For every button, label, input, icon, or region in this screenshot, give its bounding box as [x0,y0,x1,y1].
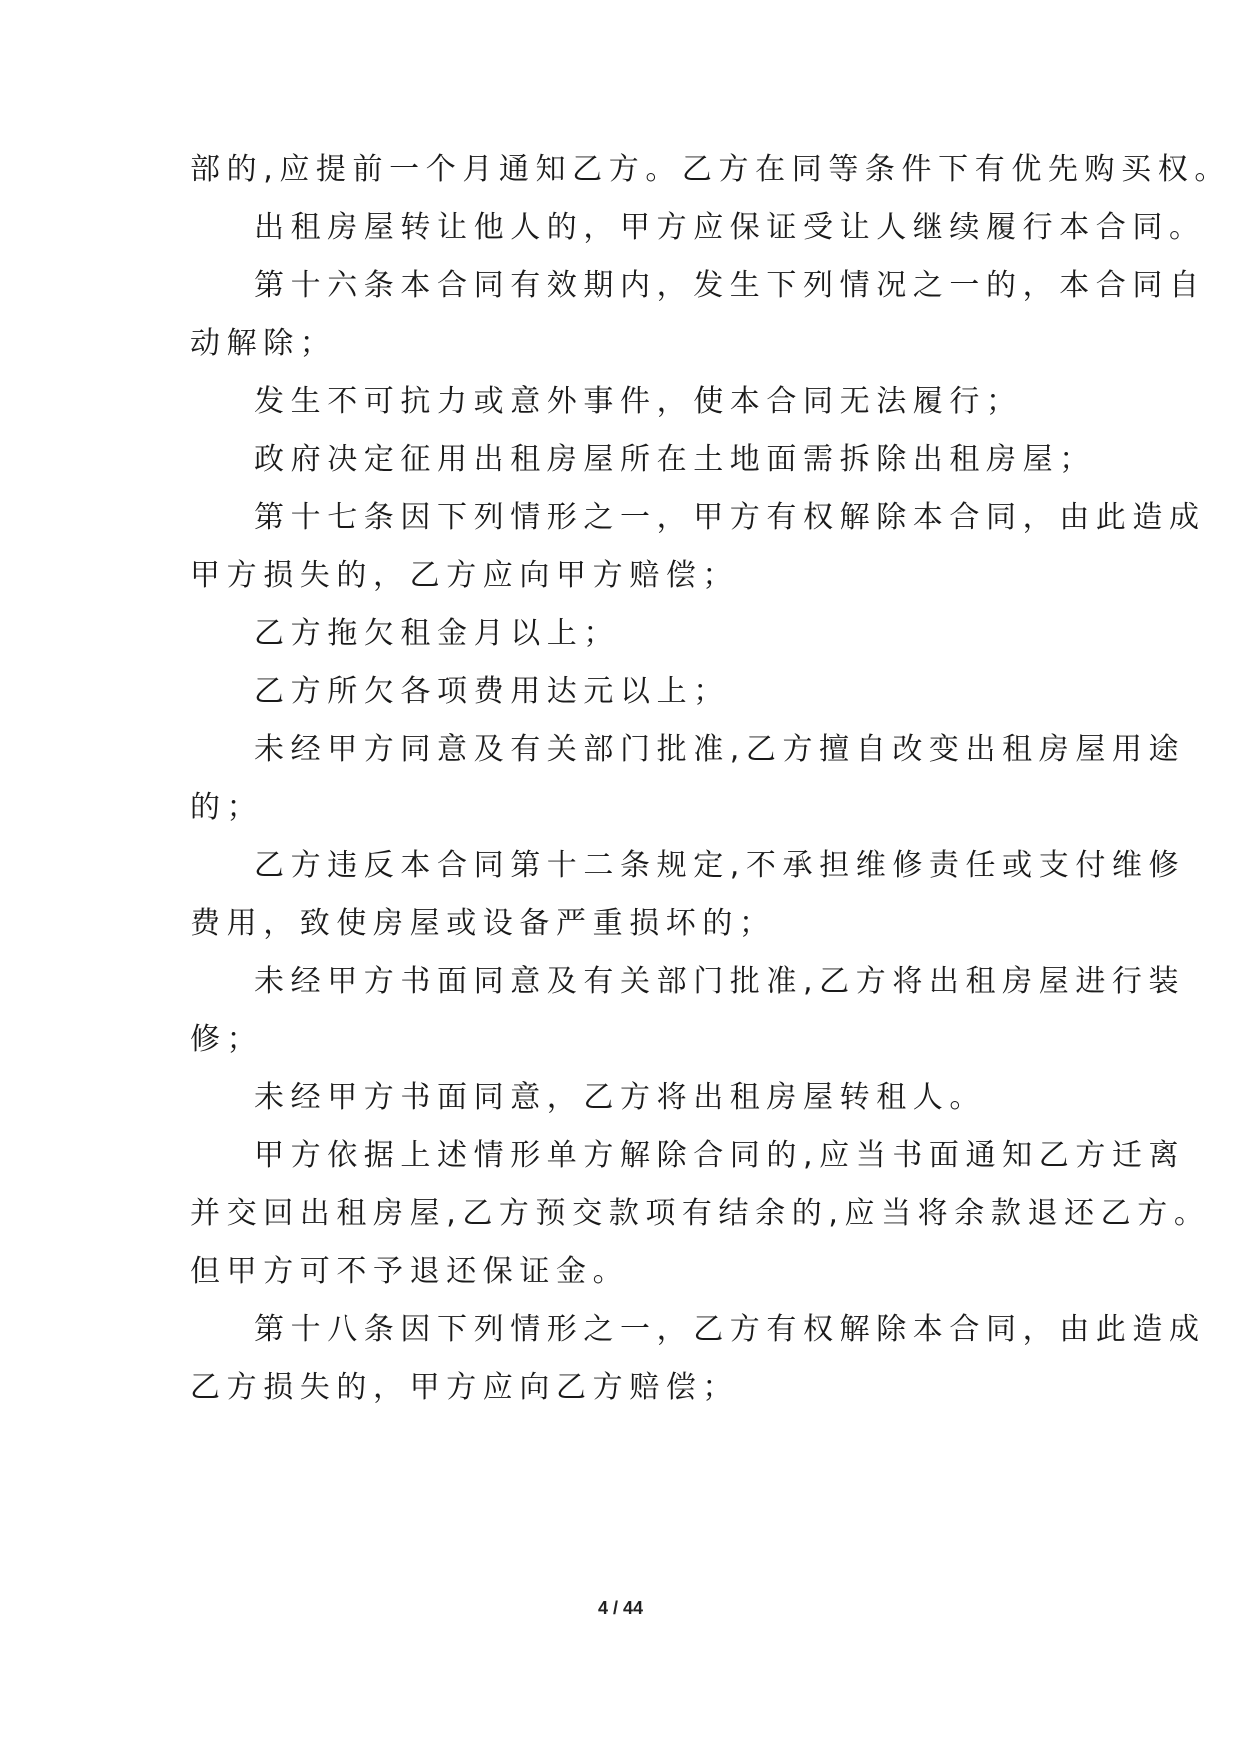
text-line: 政府决定征用出租房屋所在土地面需拆除出租房屋； [254,442,1096,477]
text-line: 费用，致使房屋或设备严重损坏的； [190,906,776,941]
text-line: 出租房屋转让他人的，甲方应保证受让人继续履行本合同。 [254,210,1206,245]
text-line: 乙方损失的，甲方应向乙方赔偿； [190,1370,739,1405]
text-line: 甲方损失的，乙方应向甲方赔偿； [190,558,739,593]
text-line: 未经甲方书面同意，乙方将出租房屋转租人。 [254,1080,986,1115]
text-line: 第十六条本合同有效期内，发生下列情况之一的，本合同自 [254,268,1206,303]
text-line: 但甲方可不予退还保证金。 [190,1254,630,1289]
page-number: 4 / 44 [597,1598,644,1618]
text-line: 动解除； [190,326,337,361]
text-line: 甲方依据上述情形单方解除合同的,应当书面通知乙方迁离 [254,1138,1186,1173]
text-line: 并交回出租房屋,乙方预交款项有结余的,应当将余款退还乙方。 [190,1196,1211,1231]
text-line: 部的,应提前一个月通知乙方。乙方在同等条件下有优先购买权。 [190,152,1231,187]
text-line: 的； [190,790,264,825]
text-line: 乙方拖欠租金月以上； [254,616,620,651]
text-line: 乙方所欠各项费用达元以上； [254,674,730,709]
text-line: 未经甲方同意及有关部门批准,乙方擅自改变出租房屋用途 [254,732,1186,767]
text-line: 修； [190,1022,264,1057]
text-line: 发生不可抗力或意外事件，使本合同无法履行； [254,384,1023,419]
text-line: 第十七条因下列情形之一，甲方有权解除本合同，由此造成 [254,500,1206,535]
text-line: 未经甲方书面同意及有关部门批准,乙方将出租房屋进行装 [254,964,1186,999]
text-line: 第十八条因下列情形之一，乙方有权解除本合同，由此造成 [254,1312,1206,1347]
text-line: 乙方违反本合同第十二条规定,不承担维修责任或支付维修 [254,848,1186,883]
